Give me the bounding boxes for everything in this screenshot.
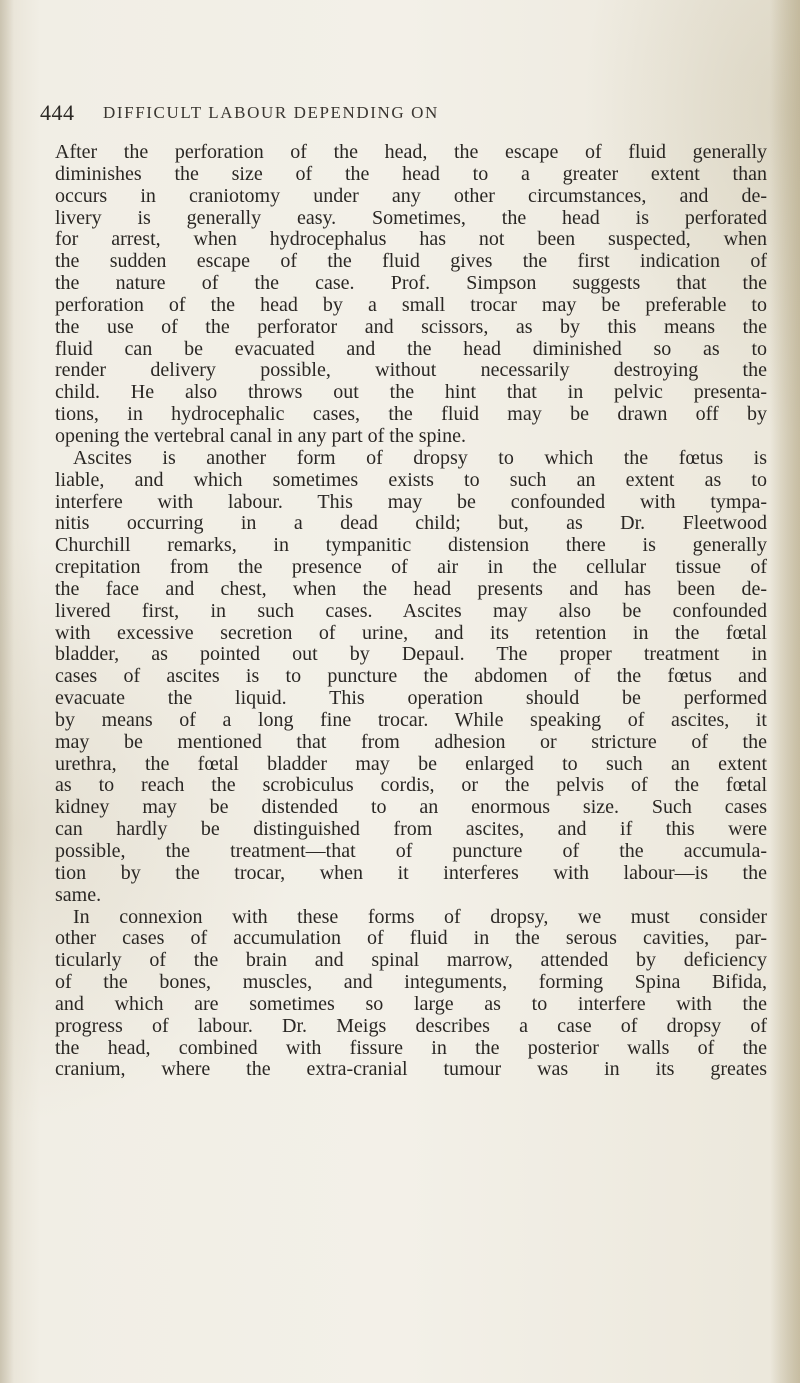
text-line: as to reach the scrobiculus cordis, or the pelvis of the fœtal	[55, 775, 767, 797]
text-line: tions, in hydrocephalic cases, the fluid may be drawn off by	[55, 404, 767, 426]
text-line: cranium, where the extra-cranial tumour was in its greates	[55, 1059, 767, 1081]
text-line: livered first, in such cases. Ascites may also be confounded	[55, 600, 767, 622]
text-line: urethra, the fœtal bladder may be enlarged to such an extent	[55, 753, 767, 775]
text-line: cases of ascites is to puncture the abdomen of the fœtus and	[55, 666, 767, 688]
text-line: perforation of the head by a small trocar may be preferable to	[55, 294, 767, 316]
paragraph-start-line: In connexion with these forms of dropsy, we must consider	[73, 906, 767, 928]
text-line: nitis occurring in a dead child; but, as Dr. Fleetwood	[55, 513, 767, 535]
text-line: liable, and which sometimes exists to such an extent as to	[55, 469, 767, 491]
text-line: the head, combined with fissure in the posterior walls of the	[55, 1037, 767, 1059]
text-line: After the perforation of the head, the escape of fluid generally	[55, 142, 767, 163]
text-line: livery is generally easy. Sometimes, the head is perforated	[55, 207, 767, 229]
paragraph-start-line: Ascites is another form of dropsy to which the fœtus is	[73, 447, 767, 469]
text-line: interfere with labour. This may be confounded with tympa-	[55, 491, 767, 513]
text-line: tion by the trocar, when it interferes with labour—is the	[55, 862, 767, 884]
text-line: the sudden escape of the fluid gives the first indication of	[55, 251, 767, 273]
text-line: of the bones, muscles, and integuments, forming Spina Bifida,	[55, 972, 767, 994]
text-line: and which are sometimes so large as to interfere with the	[55, 993, 767, 1015]
text-line: diminishes the size of the head to a greater extent than	[55, 163, 767, 185]
page-number: 444	[40, 100, 75, 125]
text-line: evacuate the liquid. This operation should be performed	[55, 688, 767, 710]
text-line: may be mentioned that from adhesion or stricture of the	[55, 731, 767, 753]
page-right-shadow	[770, 0, 800, 1383]
text-line: by means of a long fine trocar. While speaking of ascites, it	[55, 709, 767, 731]
text-line: possible, the treatment—that of puncture of the accumula-	[55, 841, 767, 862]
text-line: with excessive secretion of urine, and its retention in the fœtal	[55, 622, 767, 644]
text-line: bladder, as pointed out by Depaul. The proper treatment in	[55, 644, 767, 666]
page-left-shadow	[0, 0, 14, 1383]
text-line: fluid can be evacuated and the head diminished so as to	[55, 338, 767, 360]
text-line: the nature of the case. Prof. Simpson suggests that the	[55, 273, 767, 295]
text-line: can hardly be distinguished from ascites, and if this were	[55, 819, 767, 841]
running-title: DIFFICULT LABOUR DEPENDING ON	[103, 103, 439, 122]
text-line: opening the vertebral canal in any part of the spine.	[55, 425, 466, 447]
text-line: occurs in craniotomy under any other circumstances, and de-	[55, 185, 767, 207]
text-line: for arrest, when hydrocephalus has not been suspected, when	[55, 229, 767, 251]
text-line: other cases of accumulation of fluid in the serous cavities, par-	[55, 928, 767, 950]
text-line: progress of labour. Dr. Meigs describes a case of dropsy of	[55, 1015, 767, 1037]
body-text	[55, 142, 767, 1081]
text-line: crepitation from the presence of air in the cellular tissue of	[55, 557, 767, 579]
text-line: the face and chest, when the head presents and has been de-	[55, 578, 767, 600]
text-line: child. He also throws out the hint that in pelvic presenta-	[55, 382, 767, 404]
text-line: the use of the perforator and scissors, as by this means the	[55, 316, 767, 338]
text-line: render delivery possible, without necessarily destroying the	[55, 360, 767, 382]
text-line: kidney may be distended to an enormous size. Such cases	[55, 797, 767, 819]
text-line: ticularly of the brain and spinal marrow, attended by deficiency	[55, 950, 767, 972]
page-header	[40, 100, 775, 130]
text-line: Churchill remarks, in tympanitic distension there is generally	[55, 535, 767, 557]
text-line: same.	[55, 884, 102, 906]
